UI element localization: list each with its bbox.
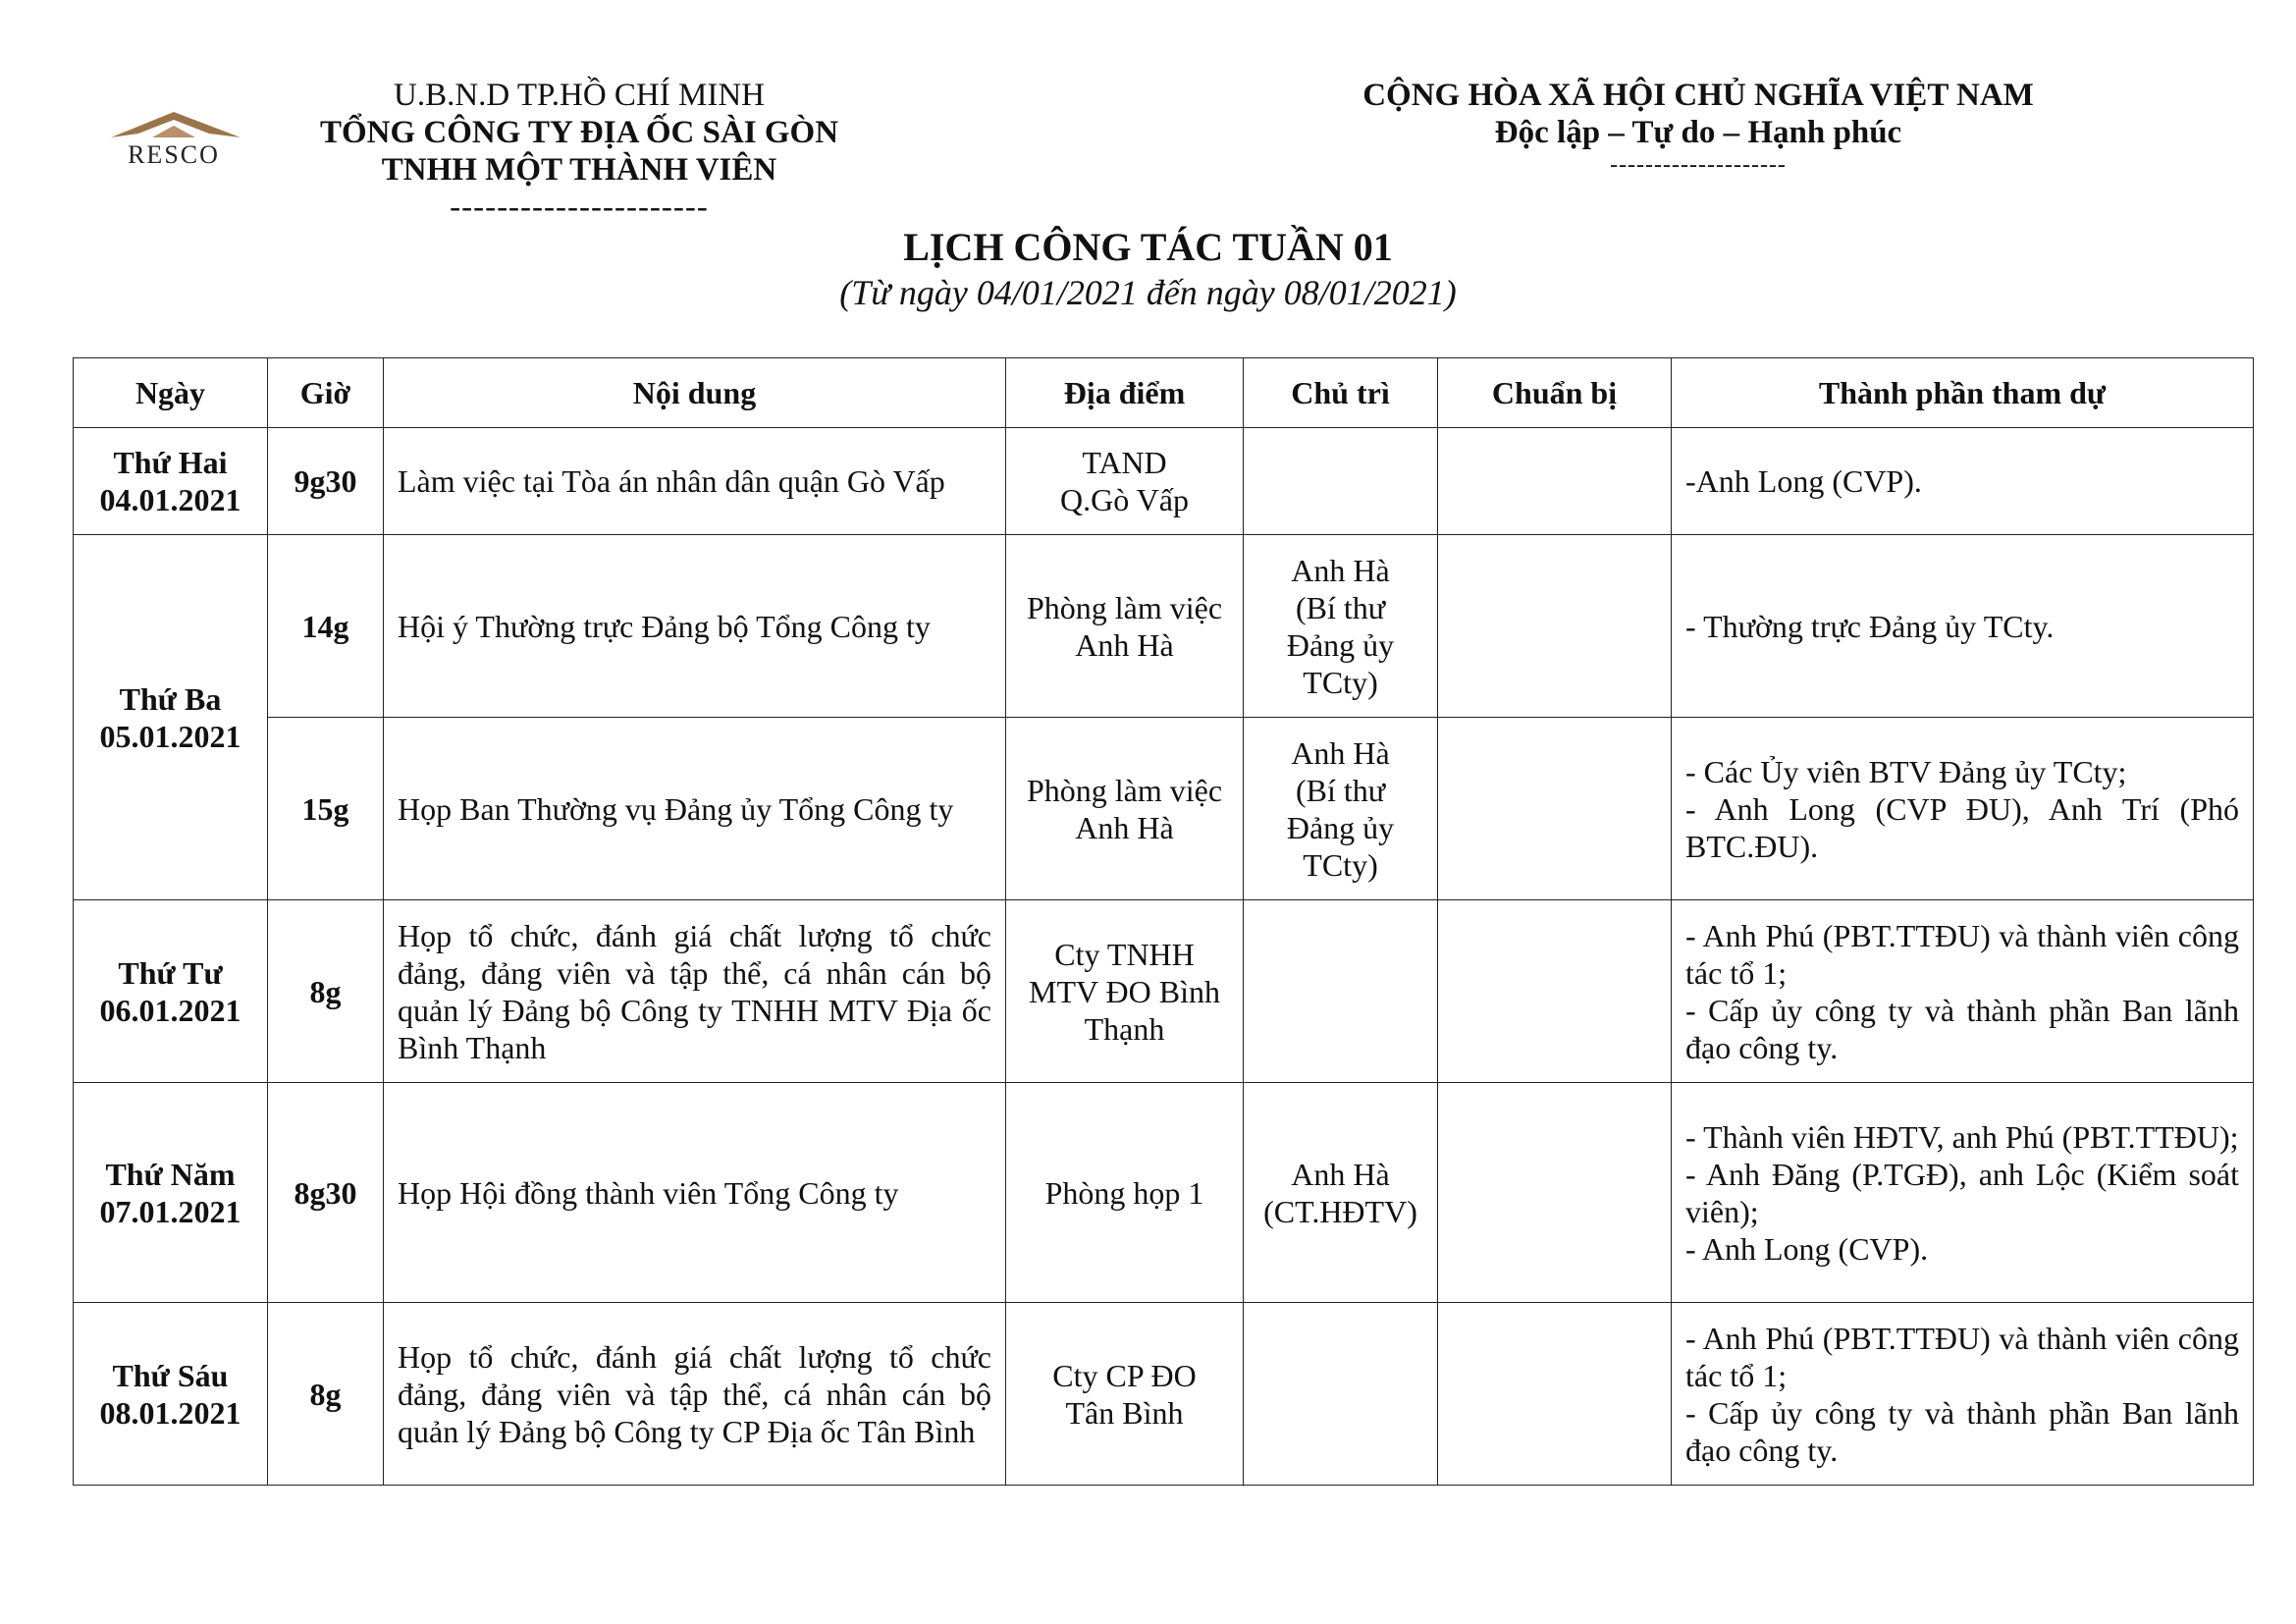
national-motto: Độc lập – Tự do – Hạnh phúc — [1494, 115, 1902, 150]
attendees-cell — [1672, 428, 2254, 535]
org-line-3: TNHH MỘT THÀNH VIÊN — [381, 152, 777, 188]
day-date: 05.01.2021 — [99, 718, 241, 754]
place-cell — [1006, 1083, 1244, 1303]
content-cell: Hội ý Thường trực Đảng bộ Tổng Công ty — [384, 535, 1006, 718]
day-cell — [74, 900, 268, 1083]
day-name: Thứ Hai — [113, 445, 228, 480]
day-name: Thứ Ba — [119, 680, 222, 717]
org-line-1: U.B.N.D TP.HỒ CHÍ MINH — [393, 78, 765, 113]
chair-cell — [1244, 428, 1438, 535]
table-row — [74, 428, 2254, 535]
col-header-day: Ngày — [74, 358, 268, 428]
attendee-line: - Anh Phú (PBT.TTĐU) và thành viên công tác tổ 1; — [1685, 917, 2239, 991]
organization-block — [265, 77, 893, 226]
place-cell — [1006, 900, 1244, 1083]
table-row — [74, 1083, 2254, 1303]
chair-cell — [1244, 1083, 1438, 1303]
day-date: 08.01.2021 — [99, 1394, 241, 1431]
place-cell — [1006, 1303, 1244, 1486]
day-date: 04.01.2021 — [99, 482, 241, 517]
chair-line: Anh Hà — [1291, 552, 1390, 588]
content-cell: Họp tổ chức, đánh giá chất lượng tổ chức đảng, đảng viên và tập thể, cá nhân cán bộ quản lý Đảng bộ Công ty TNHH MTV Địa ốc Bình Thạnh — [384, 900, 1006, 1083]
document-subtitle: (Từ ngày 04/01/2021 đến ngày 08/01/2021) — [839, 273, 1457, 312]
day-cell — [74, 428, 268, 535]
chair-line: Đảng ủy — [1286, 626, 1395, 663]
org-line-2: TỔNG CÔNG TY ĐỊA ỐC SÀI GÒN — [319, 115, 839, 150]
place-cell — [1006, 535, 1244, 718]
col-header-time: Giờ — [268, 358, 384, 428]
place-line: Phòng làm việc — [1026, 772, 1223, 808]
chair-cell — [1244, 1303, 1438, 1486]
place-line: TAND — [1082, 445, 1167, 480]
prep-cell — [1438, 1303, 1672, 1486]
content-cell: Họp Ban Thường vụ Đảng ủy Tổng Công ty — [384, 718, 1006, 900]
day-cell — [74, 1083, 268, 1303]
time-cell: 14g — [268, 535, 384, 718]
place-line: Phòng họp 1 — [1044, 1174, 1204, 1211]
prep-cell — [1438, 535, 1672, 718]
col-header-chair: Chủ trì — [1244, 358, 1438, 428]
table-row — [74, 718, 2254, 900]
attendees-cell — [1672, 1303, 2254, 1486]
attendees-cell — [1672, 1083, 2254, 1303]
attendee-line: - Các Ủy viên BTV Đảng ủy TCty; — [1685, 753, 2127, 789]
chair-cell — [1244, 535, 1438, 718]
attendee-line: - Cấp ủy công ty và thành phần Ban lãnh đạo công ty. — [1685, 1394, 2239, 1468]
day-name: Thứ Tư — [118, 954, 223, 991]
time-cell: 8g — [268, 900, 384, 1083]
chair-line: TCty) — [1303, 664, 1378, 700]
nation-name: CỘNG HÒA XÃ HỘI CHỦ NGHĨA VIỆT NAM — [1362, 78, 2034, 113]
col-header-place: Địa điểm — [1006, 358, 1244, 428]
document-title: LỊCH CÔNG TÁC TUẦN 01 — [903, 225, 1393, 269]
col-header-content: Nội dung — [384, 358, 1006, 428]
chair-line: (Bí thư — [1295, 589, 1386, 625]
day-name: Thứ Năm — [105, 1156, 236, 1192]
place-line: Cty TNHH — [1054, 936, 1195, 972]
header-right — [1325, 77, 2071, 179]
place-line: Thạnh — [1084, 1010, 1165, 1047]
place-cell — [1006, 718, 1244, 900]
chair-line: (CT.HĐTV) — [1263, 1193, 1417, 1229]
attendees-cell — [1672, 535, 2254, 718]
place-line: Anh Hà — [1075, 626, 1174, 663]
table-row — [74, 535, 2254, 718]
chair-line: Anh Hà — [1291, 734, 1390, 771]
chair-line: Đảng ủy — [1286, 809, 1395, 845]
day-cell — [74, 1303, 268, 1486]
prep-cell — [1438, 900, 1672, 1083]
prep-cell — [1438, 718, 1672, 900]
day-name: Thứ Sáu — [112, 1357, 229, 1393]
attendee-line: - Anh Phú (PBT.TTĐU) và thành viên công tác tổ 1; — [1685, 1320, 2239, 1393]
place-line: Anh Hà — [1075, 809, 1174, 845]
attendee-line: -Anh Long (CVP). — [1685, 463, 1922, 499]
time-cell: 15g — [268, 718, 384, 900]
day-cell — [74, 535, 268, 900]
col-header-prep: Chuẩn bị — [1438, 358, 1672, 428]
chair-cell — [1244, 718, 1438, 900]
place-line: MTV ĐO Bình — [1029, 973, 1220, 1009]
attendee-line: - Thường trực Đảng ủy TCty. — [1685, 608, 2055, 644]
place-line: Q.Gò Vấp — [1060, 482, 1189, 517]
time-cell: 8g30 — [268, 1083, 384, 1303]
motto-divider: -------------------- — [1610, 152, 1787, 178]
attendee-line: - Cấp ủy công ty và thành phần Ban lãnh đạo công ty. — [1685, 992, 2239, 1065]
chair-line: Anh Hà — [1291, 1156, 1390, 1192]
day-date: 07.01.2021 — [99, 1193, 241, 1229]
place-line: Cty CP ĐO — [1052, 1357, 1197, 1393]
prep-cell — [1438, 428, 1672, 535]
logo-text: RESCO — [128, 140, 220, 169]
content-cell: Họp tổ chức, đánh giá chất lượng tổ chức đảng, đảng viên và tập thể, cá nhân cán bộ quản lý Đảng bộ Công ty CP Địa ốc Tân Bình — [384, 1303, 1006, 1486]
col-header-attendees: Thành phần tham dự — [1672, 358, 2254, 428]
place-cell — [1006, 428, 1244, 535]
content-cell: Họp Hội đồng thành viên Tổng Công ty — [384, 1083, 1006, 1303]
table-row — [74, 1303, 2254, 1486]
chair-line: TCty) — [1303, 846, 1378, 883]
prep-cell — [1438, 1083, 1672, 1303]
attendee-line: - Thành viên HĐTV, anh Phú (PBT.TTĐU); — [1685, 1118, 2239, 1155]
place-line: Tân Bình — [1065, 1394, 1184, 1431]
schedule-table — [73, 357, 2254, 1486]
table-header-row — [74, 358, 2254, 428]
day-date: 06.01.2021 — [99, 992, 241, 1028]
attendees-cell — [1672, 900, 2254, 1083]
attendee-line: - Anh Long (CVP). — [1685, 1230, 1929, 1267]
chair-line: (Bí thư — [1295, 772, 1386, 808]
chair-cell — [1244, 900, 1438, 1083]
org-divider: ---------------------- — [450, 189, 709, 225]
attendees-cell — [1672, 718, 2254, 900]
table-row — [74, 900, 2254, 1083]
attendee-line: - Anh Long (CVP ĐU), Anh Trí (Phó BTC.ĐU). — [1685, 790, 2239, 864]
time-cell: 8g — [268, 1303, 384, 1486]
resco-logo — [93, 94, 255, 173]
time-cell: 9g30 — [268, 428, 384, 535]
place-line: Phòng làm việc — [1026, 589, 1223, 625]
attendee-line: - Anh Đăng (P.TGĐ), anh Lộc (Kiểm soát viên); — [1685, 1156, 2239, 1229]
title-block — [0, 224, 2296, 314]
content-cell: Làm việc tại Tòa án nhân dân quận Gò Vấp — [384, 428, 1006, 535]
